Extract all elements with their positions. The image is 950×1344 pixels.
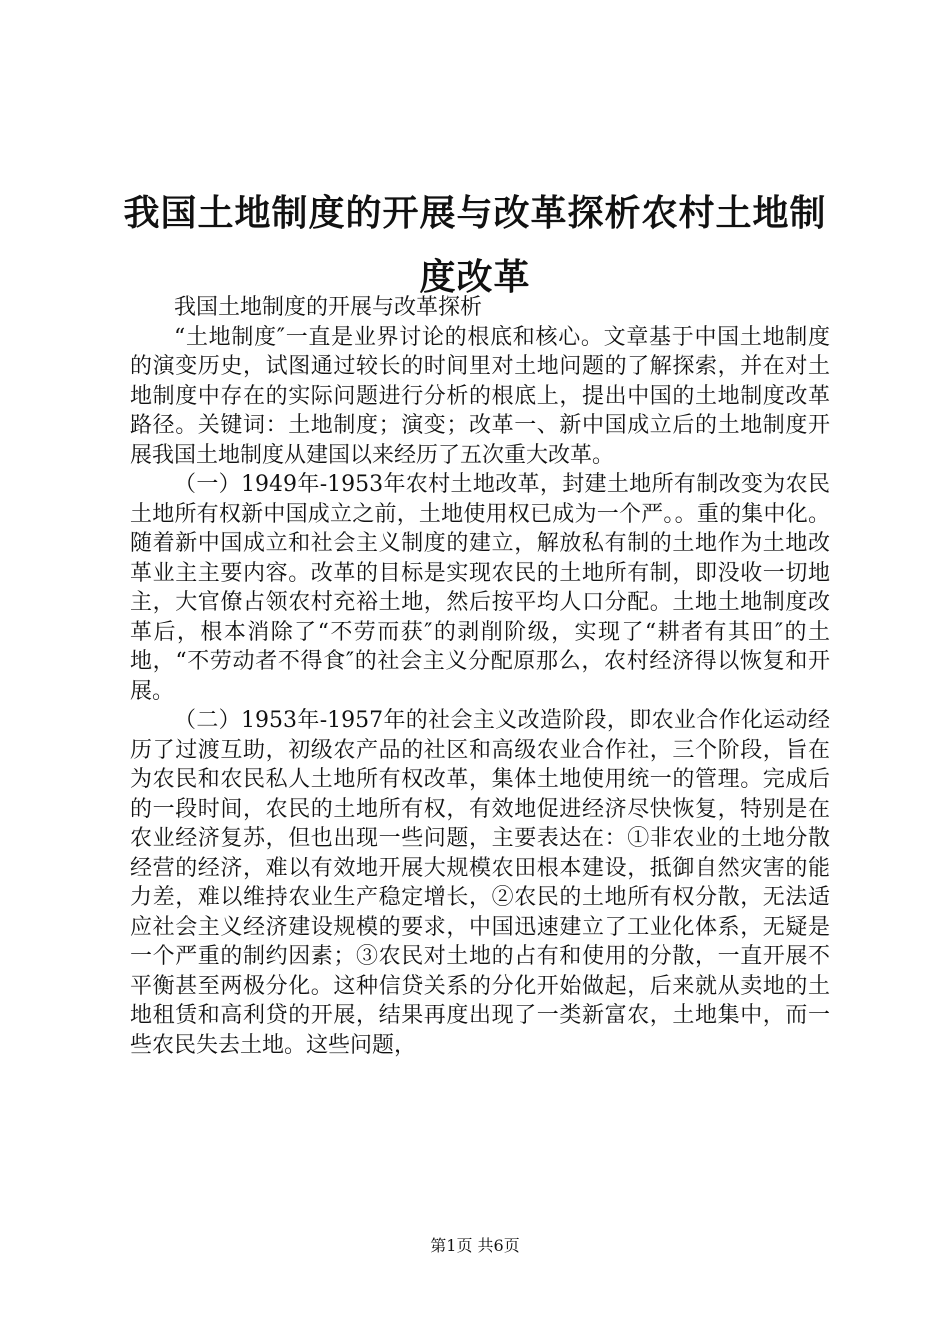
subtitle-paragraph: 我国土地制度的开展与改革探析 xyxy=(174,295,483,320)
section-two-paragraph: （二）1953年-1957年的社会主义改造阶段，即农业合作化运动经历了过渡互助，初级农产品的社区和高级农业合作社，三个阶段，旨在为农民和农民私人土地所有权改革，集体土地使用统一的管理。完成后的一段时间，农民的土地所有权，有效地促进经济尽快恢复，特别是在农业经济复苏，但也出现一些问题，主要表达在：①非农业的土地分散经营的经济，难以有效地开展大规模农田根本建设，抵御自然灾害的能力差，难以维持农业生产稳定增长，②农民的土地所有权分散，无法适应社会主义经济建设规模的要求，中国迅速建立了工业化体系，无疑是一个严重的制约因素；③农民对土地的占有和使用的分散，一直开展不平衡甚至两极分化。这种信贷关系的分化开始做起，后来就从卖地的土地租赁和高利贷的开展，结果再度出现了一类新富农，土地集中，而一些农民失去土地。这些问题， xyxy=(130,708,830,1058)
document-body xyxy=(130,293,830,1060)
document-title: 我国土地制度的开展与改革探析农村土地制度改革 xyxy=(123,193,827,298)
page-number-footer: 第1页 共6页 xyxy=(430,1236,520,1255)
abstract-paragraph: “土地制度″一直是业界讨论的根底和核心。文章基于中国土地制度的演变历史，试图通过较长的时间里对土地问题的了解探索，并在对土地制度中存在的实际问题进行分析的根底上，提出中国的土地制度改革路径。关键词：土地制度；演变；改革一、新中国成立后的土地制度开展我国土地制度从建国以来经历了五次重大改革。 xyxy=(130,324,830,468)
section-one-paragraph: （一）1949年-1953年农村土地改革，封建土地所有制改变为农民土地所有权新中国成立之前，土地使用权已成为一个严。。重的集中化。随着新中国成立和社会主义制度的建立，解放私有制的土地作为土地改革业主主要内容。改革的目标是实现农民的土地所有制，即没收一切地主，大官僚占领农村充裕土地，然后按平均人口分配。土地土地制度改革后，根本消除了“不劳而获″的剥削阶级，实现了“耕者有其田″的土地，“不劳动者不得食″的社会主义分配原那么，农村经济得以恢复和开展。 xyxy=(130,472,830,704)
